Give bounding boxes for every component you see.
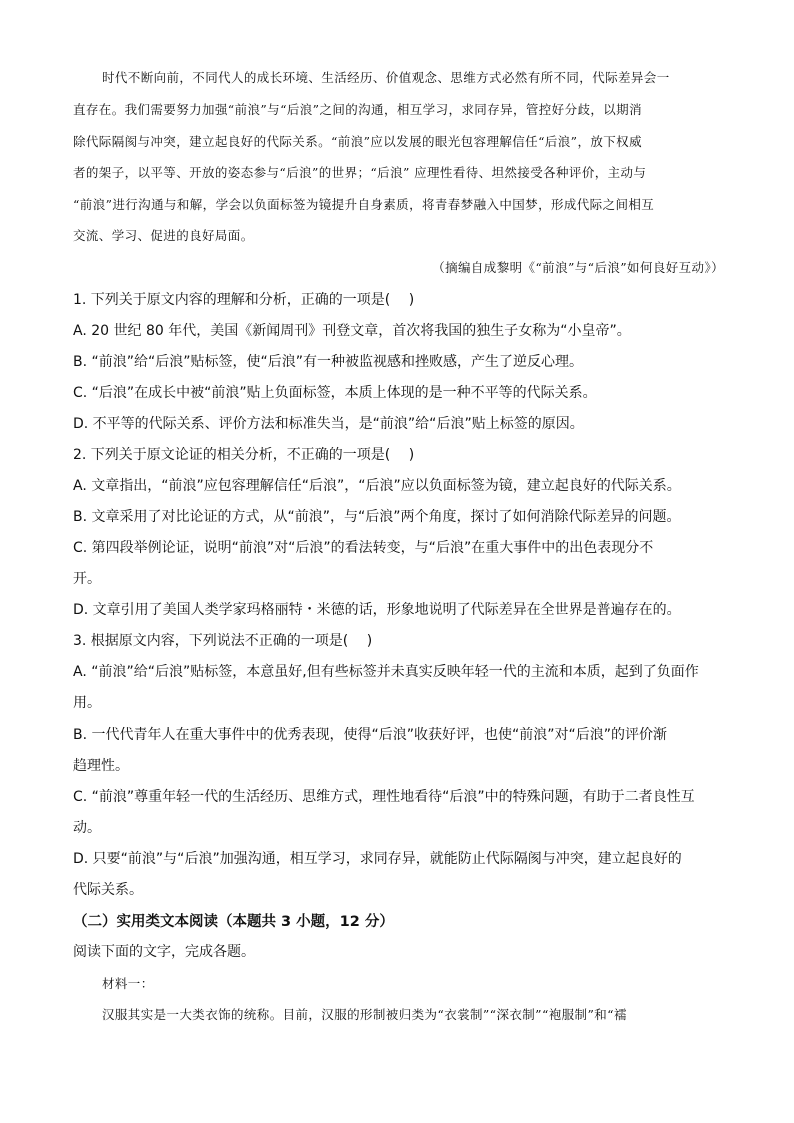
- section-heading: （二）实用类文本阅读（本题共 3 小题，12 分）: [73, 914, 394, 930]
- question-stem: 2. 下列关于原文论证的相关分析，不正确的一项是( ): [73, 447, 415, 463]
- option-d: D. 不平等的代际关系、评价方法和标准失当，是“前浪”给“后浪”贴上标签的原因。: [73, 416, 584, 432]
- option-c-continued: 动。: [73, 820, 101, 836]
- option-b: B. 文章采用了对比论证的方式，从“前浪”，与“后浪”两个角度，探讨了如何消除代际差异的问题。: [73, 509, 681, 525]
- option-b: B. 一代代青年人在重大事件中的优秀表现，使得“后浪”收获好评，也使“前浪”对“后浪”的评价渐: [73, 727, 668, 743]
- option-d: D. 只要“前浪”与“后浪”加强沟通，相互学习，求同存异，就能防止代际隔阂与冲突，建立起良好的: [73, 851, 682, 867]
- section-instruction: 阅读下面的文字，完成各题。: [73, 944, 255, 960]
- passage-line: “前浪”进行沟通与和解，学会以负面标签为镜提升自身素质，将青春梦融入中国梦，形成代际之间相互: [73, 197, 655, 212]
- passage-line: 除代际隔阂与冲突，建立起良好的代际关系。“前浪”应以发展的眼光包容理解信任“后浪”，放下权威: [73, 134, 642, 149]
- passage-line: 直存在。我们需要努力加强“前浪”与“后浪”之间的沟通，相互学习，求同存异，管控好分歧，以期消: [73, 102, 642, 117]
- option-c-continued: 开。: [73, 571, 101, 587]
- question-stem: 1. 下列关于原文内容的理解和分析，正确的一项是( ): [73, 292, 415, 308]
- option-c: C. “后浪”在成长中被“前浪”贴上负面标签，本质上体现的是一种不平等的代际关系。: [73, 385, 597, 401]
- option-d: D. 文章引用了美国人类学家玛格丽特・米德的话，形象地说明了代际差异在全世界是普遍存在的。: [73, 602, 681, 618]
- option-c: C. 第四段举例论证，说明“前浪”对“后浪”的看法转变，与“后浪”在重大事件中的出色表现分不: [73, 540, 654, 556]
- material-first-line: 汉服其实是一大类衣饰的统称。目前，汉服的形制被归类为“衣裳制”“深衣制”“袍服制”和“襦: [102, 1007, 627, 1022]
- passage-line: 者的架子，以平等、开放的姿态参与“后浪”的世界；“后浪” 应理性看待、坦然接受各种评价，主动与: [73, 165, 647, 180]
- passage-line: 交流、学习、促进的良好局面。: [73, 228, 254, 243]
- material-label: 材料一：: [102, 976, 154, 991]
- option-a: A. 文章指出，“前浪”应包容理解信任“后浪”，“后浪”应以负面标签为镜，建立起良好的代际关系。: [73, 478, 681, 494]
- option-b: B. “前浪”给“后浪”贴标签，使“后浪”有一种被监视感和挫败感，产生了逆反心理。: [73, 354, 584, 370]
- option-b-continued: 趋理性。: [73, 758, 129, 774]
- option-c: C. “前浪”尊重年轻一代的生活经历、思维方式，理性地看待“后浪”中的特殊问题，有助于二者良性互: [73, 789, 695, 805]
- option-a: A. “前浪”给“后浪”贴标签，本意虽好,但有些标签并未真实反映年轻一代的主流和本质，起到了负面作: [73, 664, 699, 680]
- option-a: A. 20 世纪 80 年代，美国《新闻周刊》刊登文章，首次将我国的独生子女称为“小皇帝”。: [73, 323, 631, 339]
- option-a-continued: 用。: [73, 695, 101, 711]
- passage-line: 时代不断向前，不同代人的成长环境、生活经历、价值观念、思维方式必然有所不同，代际差异会一: [102, 70, 670, 85]
- passage-source: （摘编自成黎明《“前浪”与“后浪”如何良好互动》）: [432, 260, 724, 275]
- question-stem: 3. 根据原文内容，下列说法不正确的一项是( ): [73, 633, 373, 649]
- option-d-continued: 代际关系。: [73, 882, 143, 898]
